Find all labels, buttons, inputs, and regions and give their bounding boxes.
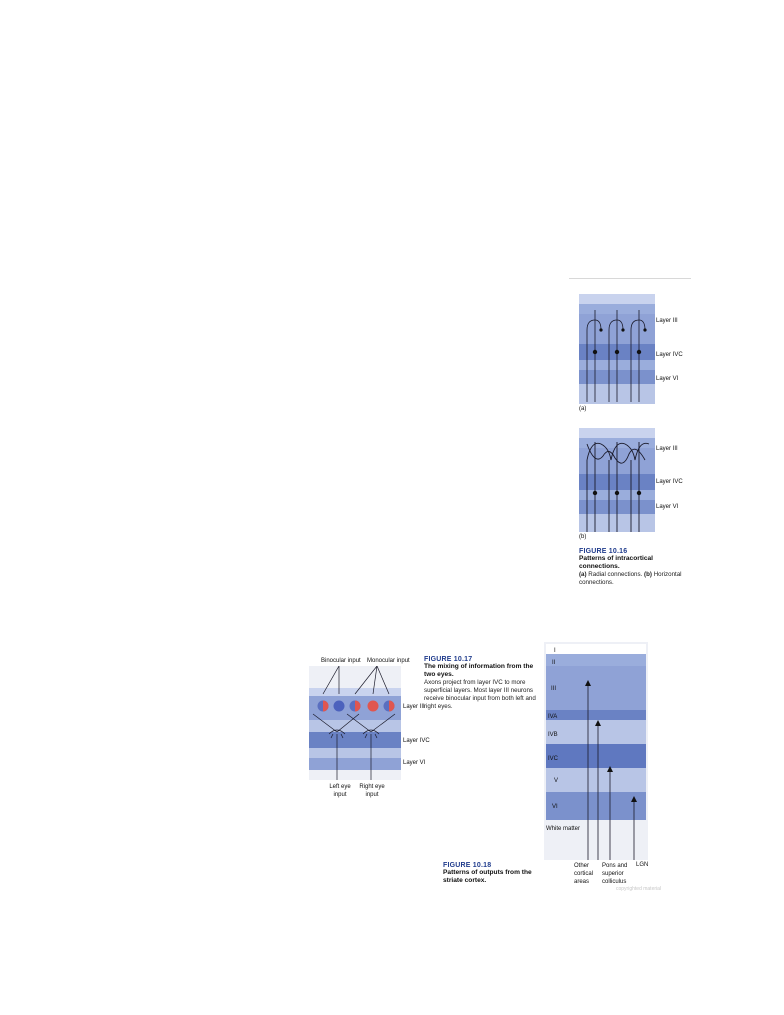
layer-band-ii	[546, 654, 646, 666]
layer-ii-label: II	[552, 660, 556, 666]
layer-ivc-label: Layer IVC	[656, 479, 683, 485]
top-rule	[569, 278, 691, 279]
output-lgn	[636, 862, 648, 868]
output-line: cortical	[574, 871, 594, 877]
output-line: Pons and	[602, 863, 628, 869]
right-eye-input-label	[357, 783, 387, 799]
layer-band	[309, 732, 401, 748]
part-a-desc: Radial connections.	[588, 571, 643, 578]
figure-title: Patterns of intracortical connections.	[579, 555, 654, 570]
layer-ivc-label: Layer IVC	[403, 738, 430, 744]
monocular-input-label: Monocular input	[367, 658, 410, 664]
layer-band-iva	[546, 710, 646, 720]
layer-iii-label: Layer III	[403, 704, 425, 710]
part-b-tag: (b)	[644, 571, 652, 578]
left-eye-line1: Left eye	[329, 784, 351, 790]
layer-vi-label: Layer VI	[403, 760, 426, 766]
figure-title: The mixing of information from the two eyes.	[424, 663, 534, 678]
white-matter-label: White matter	[546, 826, 581, 832]
layer-i-label: I	[554, 648, 556, 654]
figure-10-16-caption	[579, 548, 691, 587]
layer-band-ivb	[546, 720, 646, 744]
output-line: areas	[574, 879, 590, 885]
layer-ivc-label: IVC	[548, 756, 559, 762]
figure-number: FIGURE 10.16	[579, 548, 628, 555]
output-line: colliculus	[602, 879, 627, 885]
figure-description	[579, 571, 691, 587]
layer-vi-label: VI	[552, 804, 558, 810]
layer-band-i	[546, 644, 646, 654]
left-eye-input-label	[327, 783, 353, 799]
left-eye-line2: input	[333, 792, 347, 798]
watermark: copyrighted material	[616, 886, 662, 892]
output-pons-colliculus	[602, 862, 627, 886]
layer-band-ivc	[546, 744, 646, 768]
layer-ivb-label: IVB	[548, 732, 558, 738]
right-eye-line1: Right eye	[359, 784, 385, 790]
output-line: superior	[602, 871, 624, 877]
figure-number: FIGURE 10.17	[424, 656, 473, 663]
layer-band	[309, 748, 401, 758]
layer-band-iii	[546, 666, 646, 710]
figure-10-17-caption	[424, 656, 536, 711]
output-other-cortical	[574, 862, 593, 886]
layer-band	[579, 428, 655, 438]
layer-band	[309, 758, 401, 770]
figure-10-18	[540, 640, 680, 895]
output-line: LGN	[636, 862, 649, 868]
layer-iii-label: Layer III	[656, 446, 678, 452]
figure-body: Axons project from layer IVC to more superficial layers. Most layer III neurons receive binocular input from both left and right eyes.	[424, 679, 536, 710]
layer-iii-label: III	[551, 686, 557, 692]
layer-iii-label: Layer III	[656, 318, 678, 324]
part-b-desc: Horizontal connections.	[579, 571, 682, 586]
figure-10-18-caption	[443, 862, 543, 885]
right-eye-line2: input	[365, 792, 379, 798]
figure-number: FIGURE 10.18	[443, 862, 492, 869]
panel-a-label: (a)	[579, 406, 587, 412]
layer-ivc-label: Layer IVC	[656, 352, 683, 358]
layer-iva-label: IVA	[548, 714, 558, 720]
figure-title: Patterns of outputs from the striate cortex.	[443, 869, 532, 884]
layer-band	[309, 720, 401, 732]
binocular-input-label: Binocular input	[321, 658, 361, 664]
panel-b-diagram	[565, 426, 695, 546]
layer-v-label: V	[554, 778, 559, 784]
figure-10-16	[565, 278, 695, 598]
layer-band-v	[546, 768, 646, 792]
layer-band	[579, 294, 655, 304]
part-a-tag: (a)	[579, 571, 587, 578]
layer-vi-label: Layer VI	[656, 376, 679, 382]
layer-band-vi	[546, 792, 646, 820]
panel-b-label: (b)	[579, 534, 587, 540]
layer-vi-label: Layer VI	[656, 504, 679, 510]
output-line: Other	[574, 863, 590, 869]
